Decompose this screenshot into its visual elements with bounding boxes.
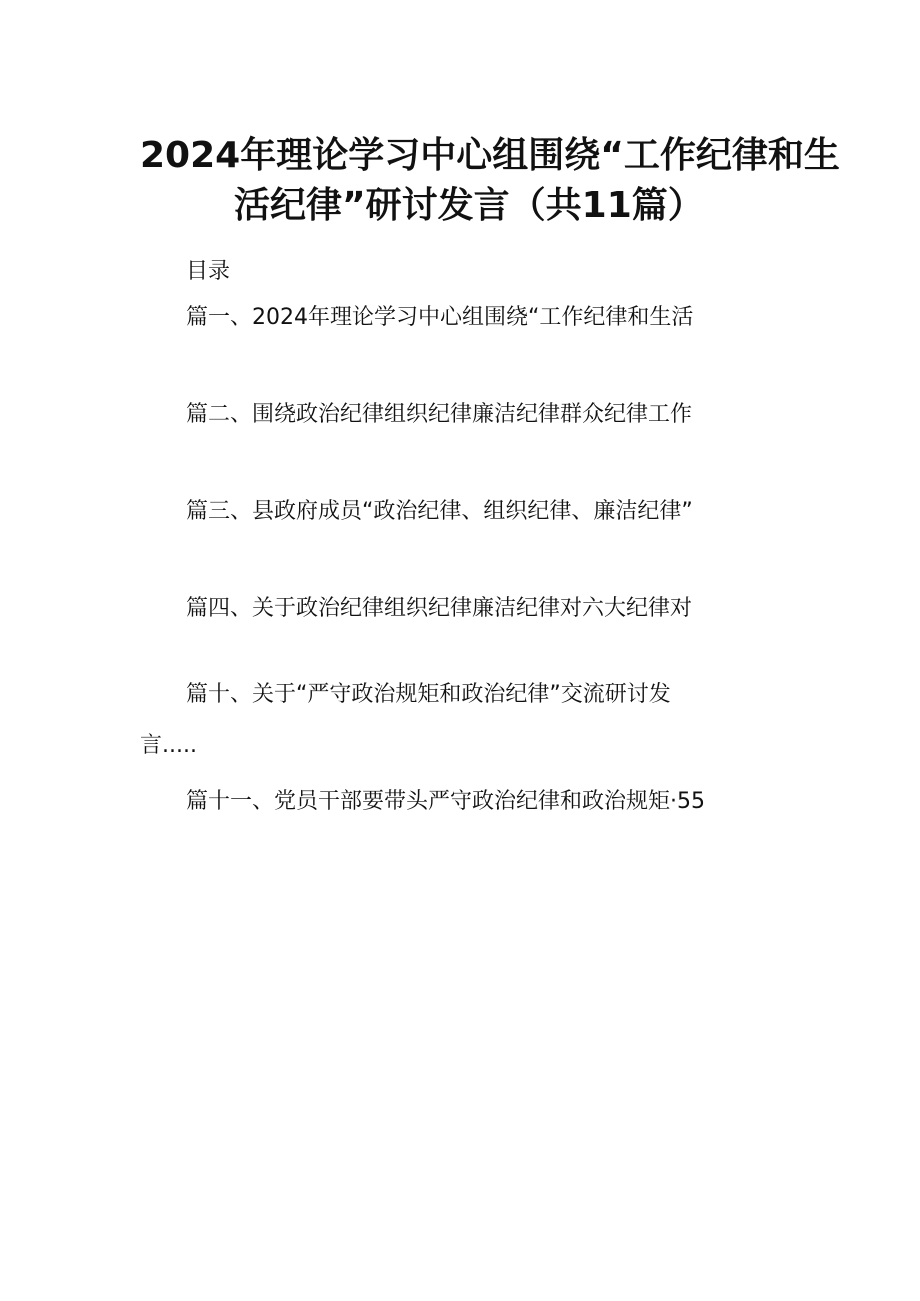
toc-item-4[interactable]: 篇四、关于政治纪律组织纪律廉洁纪律对六大纪律对	[186, 596, 693, 621]
toc-item-11[interactable]: 篇十一、党员干部要带头严守政治纪律和政治规矩·55	[186, 789, 705, 814]
toc-item-3[interactable]: 篇三、县政府成员“政治纪律、组织纪律、廉洁纪律”	[186, 499, 693, 524]
document-title-line-1: 2024年理论学习中心组围绕“工作纪律和生	[140, 135, 840, 176]
toc-item-1[interactable]: 篇一、2024年理论学习中心组围绕“工作纪律和生活	[186, 305, 694, 330]
toc-item-2[interactable]: 篇二、围绕政治纪律组织纪律廉洁纪律群众纪律工作	[186, 402, 693, 427]
toc-item-10-continuation[interactable]: 言.....	[140, 733, 197, 758]
document-title-line-2: 活纪律”研讨发言（共11篇）	[234, 185, 704, 226]
toc-item-10[interactable]: 篇十、关于“严守政治规矩和政治纪律”交流研讨发	[186, 682, 671, 707]
toc-heading: 目录	[186, 259, 231, 284]
